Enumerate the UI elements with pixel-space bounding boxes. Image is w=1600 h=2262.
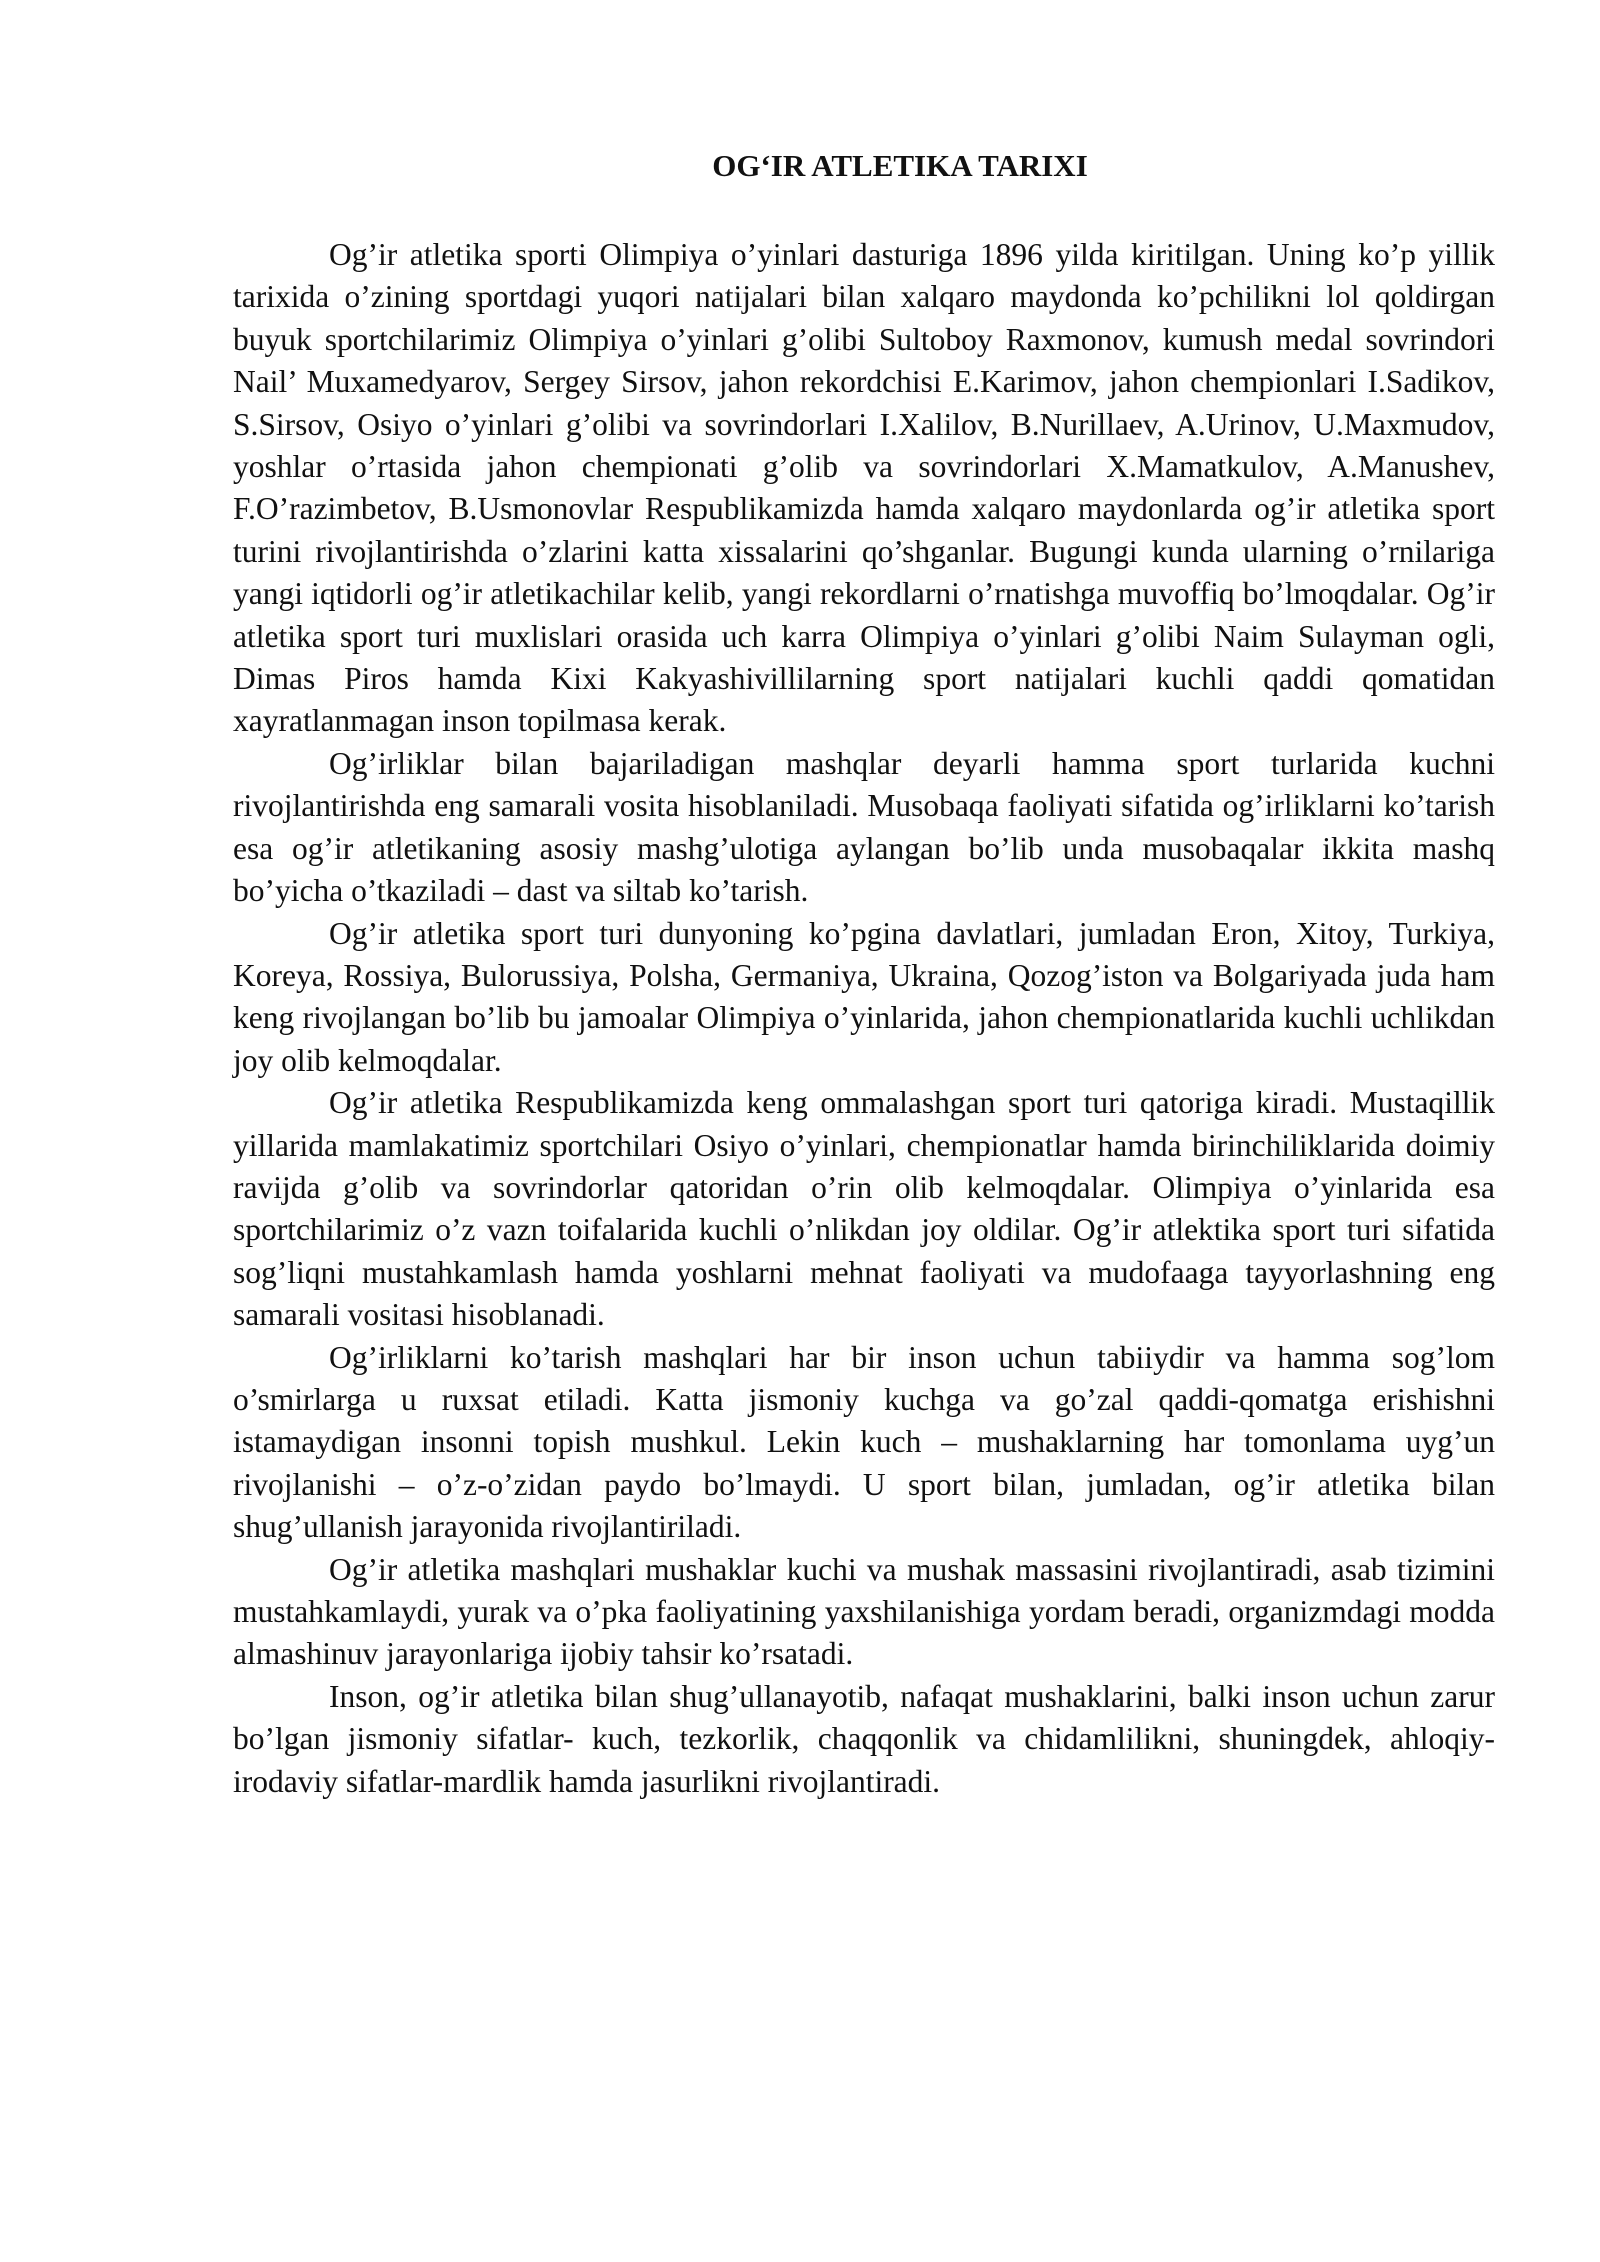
paragraph-countries: Og’ir atletika sport turi dunyoning ko’pgina davlatlari, jumladan Eron, Xitoy, Turkiya, Koreya, Rossiya, Bulorussiya, Polsha, Germaniya, Ukraina, Qozog’iston va Bolgariyada juda ham keng rivojlangan bo’lib bu jamoalar Olimpiya o’yinlarida, jahon chempionatlarida kuchli uchlikdan joy olib kelmoqdalar.: [233, 915, 1495, 1078]
paragraph-lifting-exercises: Og’irliklarni ko’tarish mashqlari har bir inson uchun tabiiydir va hamma sog’lom o’smirlarga u ruxsat etiladi. Katta jismoniy kuchga va go’zal qaddi-qomatga erishishni istamaydigan insonni topish mushkul. Lekin kuch – mushaklarning har tomonlama uyg’un rivojlanishi – o’z-o’zidan paydo bo’lmaydi. U sport bilan, jumladan, og’ir atletika bilan shug’ullanish jarayonida rivojlantiriladi.: [233, 1339, 1495, 1545]
paragraph-qualities: Inson, og’ir atletika bilan shug’ullanayotib, nafaqat mushaklarini, balki inson uchun zarur bo’lgan jismoniy sifatlar- kuch, tezkorlik, chaqqonlik va chidamlilikni, shuningdek, ahloqiy-irodaviy sifatlar-mardlik hamda jasurlikni rivojlantiradi.: [233, 1678, 1495, 1799]
paragraph-benefits: Og’ir atletika mashqlari mushaklar kuchi va mushak massasini rivojlantiradi, asab tizimini mustahkamlaydi, yurak va o’pka faoliyatining yaxshilanishiga yordam beradi, organizmdagi modda almashinuv jarayonlariga ijobiy tahsir ko’rsatadi.: [233, 1551, 1495, 1672]
paragraph-weights-exercises: Og’irliklar bilan bajariladigan mashqlar deyarli hamma sport turlarida kuchni rivojlantirishda eng samarali vosita hisoblaniladi. Musobaqa faoliyati sifatida og’irliklarni ko’tarish esa og’ir atletikaning asosiy mashg’ulotiga aylangan bo’lib unda musobaqalar ikkita mashq bo’yicha o’tkaziladi – dast va siltab ko’tarish.: [233, 745, 1495, 909]
paragraph-history: Og’ir atletika sporti Olimpiya o’yinlari dasturiga 1896 yilda kiritilgan. Uning ko’p yillik tarixida o’zining sportdagi yuqori natijalari bilan xalqaro maydonda ko’pchilikni lol qoldirgan buyuk sportchilarimiz Olimpiya o’yinlari g’olibi Sultoboy Raxmonov, kumush medal sovrindori Nail’ Muxamedyarov, Sergey Sirsov, jahon rekordchisi E.Karimov, jahon chempionlari I.Sadikov, S.Sirsov, Osiyo o’yinlari g’olibi va sovrindorlari I.Xalilov, B.Nurillaev, A.Urinov, U.Maxmudov, yoshlar o’rtasida jahon chempionati g’olib va sovrindorlari X.Mamatkulov, A.Manushev, F.O’razimbetov, B.Usmonovlar Respublikamizda hamda xalqaro maydonlarda og’ir atletika sport turini rivojlantirishda o’zlarini katta xissalarini qo’shganlar. Bugungi kunda ularning o’rnilariga yangi iqtidorli og’ir atletikachilar kelib, yangi rekordlarni o’rnatishga muvoffiq bo’lmoqdalar. Og’ir atletika sport turi muxlislari orasida uch karra Olimpiya o’yinlari g’olibi Naim Sulayman ogli, Dimas Piros hamda Kixi Kakyashivillilarning sport natijalari kuchli qaddi qomatidan xayratlanmagan inson topilmasa kerak.: [233, 237, 1495, 739]
page-title: OG‘IR ATLETIKA TARIXI: [712, 148, 1088, 183]
document-body: [233, 146, 1495, 1803]
paragraph-republic: Og’ir atletika Respublikamizda keng ommalashgan sport turi qatoriga kiradi. Mustaqillik yillarida mamlakatimiz sportchilari Osiyo o’yinlari, chempionatlar hamda birinchiliklarida doimiy ravijda g’olib va sovrindorlar qatoridan o’rin olib kelmoqdalar. Olimpiya o’yinlarida esa sportchilarimiz o’z vazn toifalarida kuchli o’nlikdan joy oldilar. Og’ir atlektika sport turi sifatida sog’liqni mustahkamlash hamda yoshlarni mehnat faoliyati va mudofaaga tayyorlashning eng samarali vositasi hisoblanadi.: [233, 1085, 1495, 1333]
